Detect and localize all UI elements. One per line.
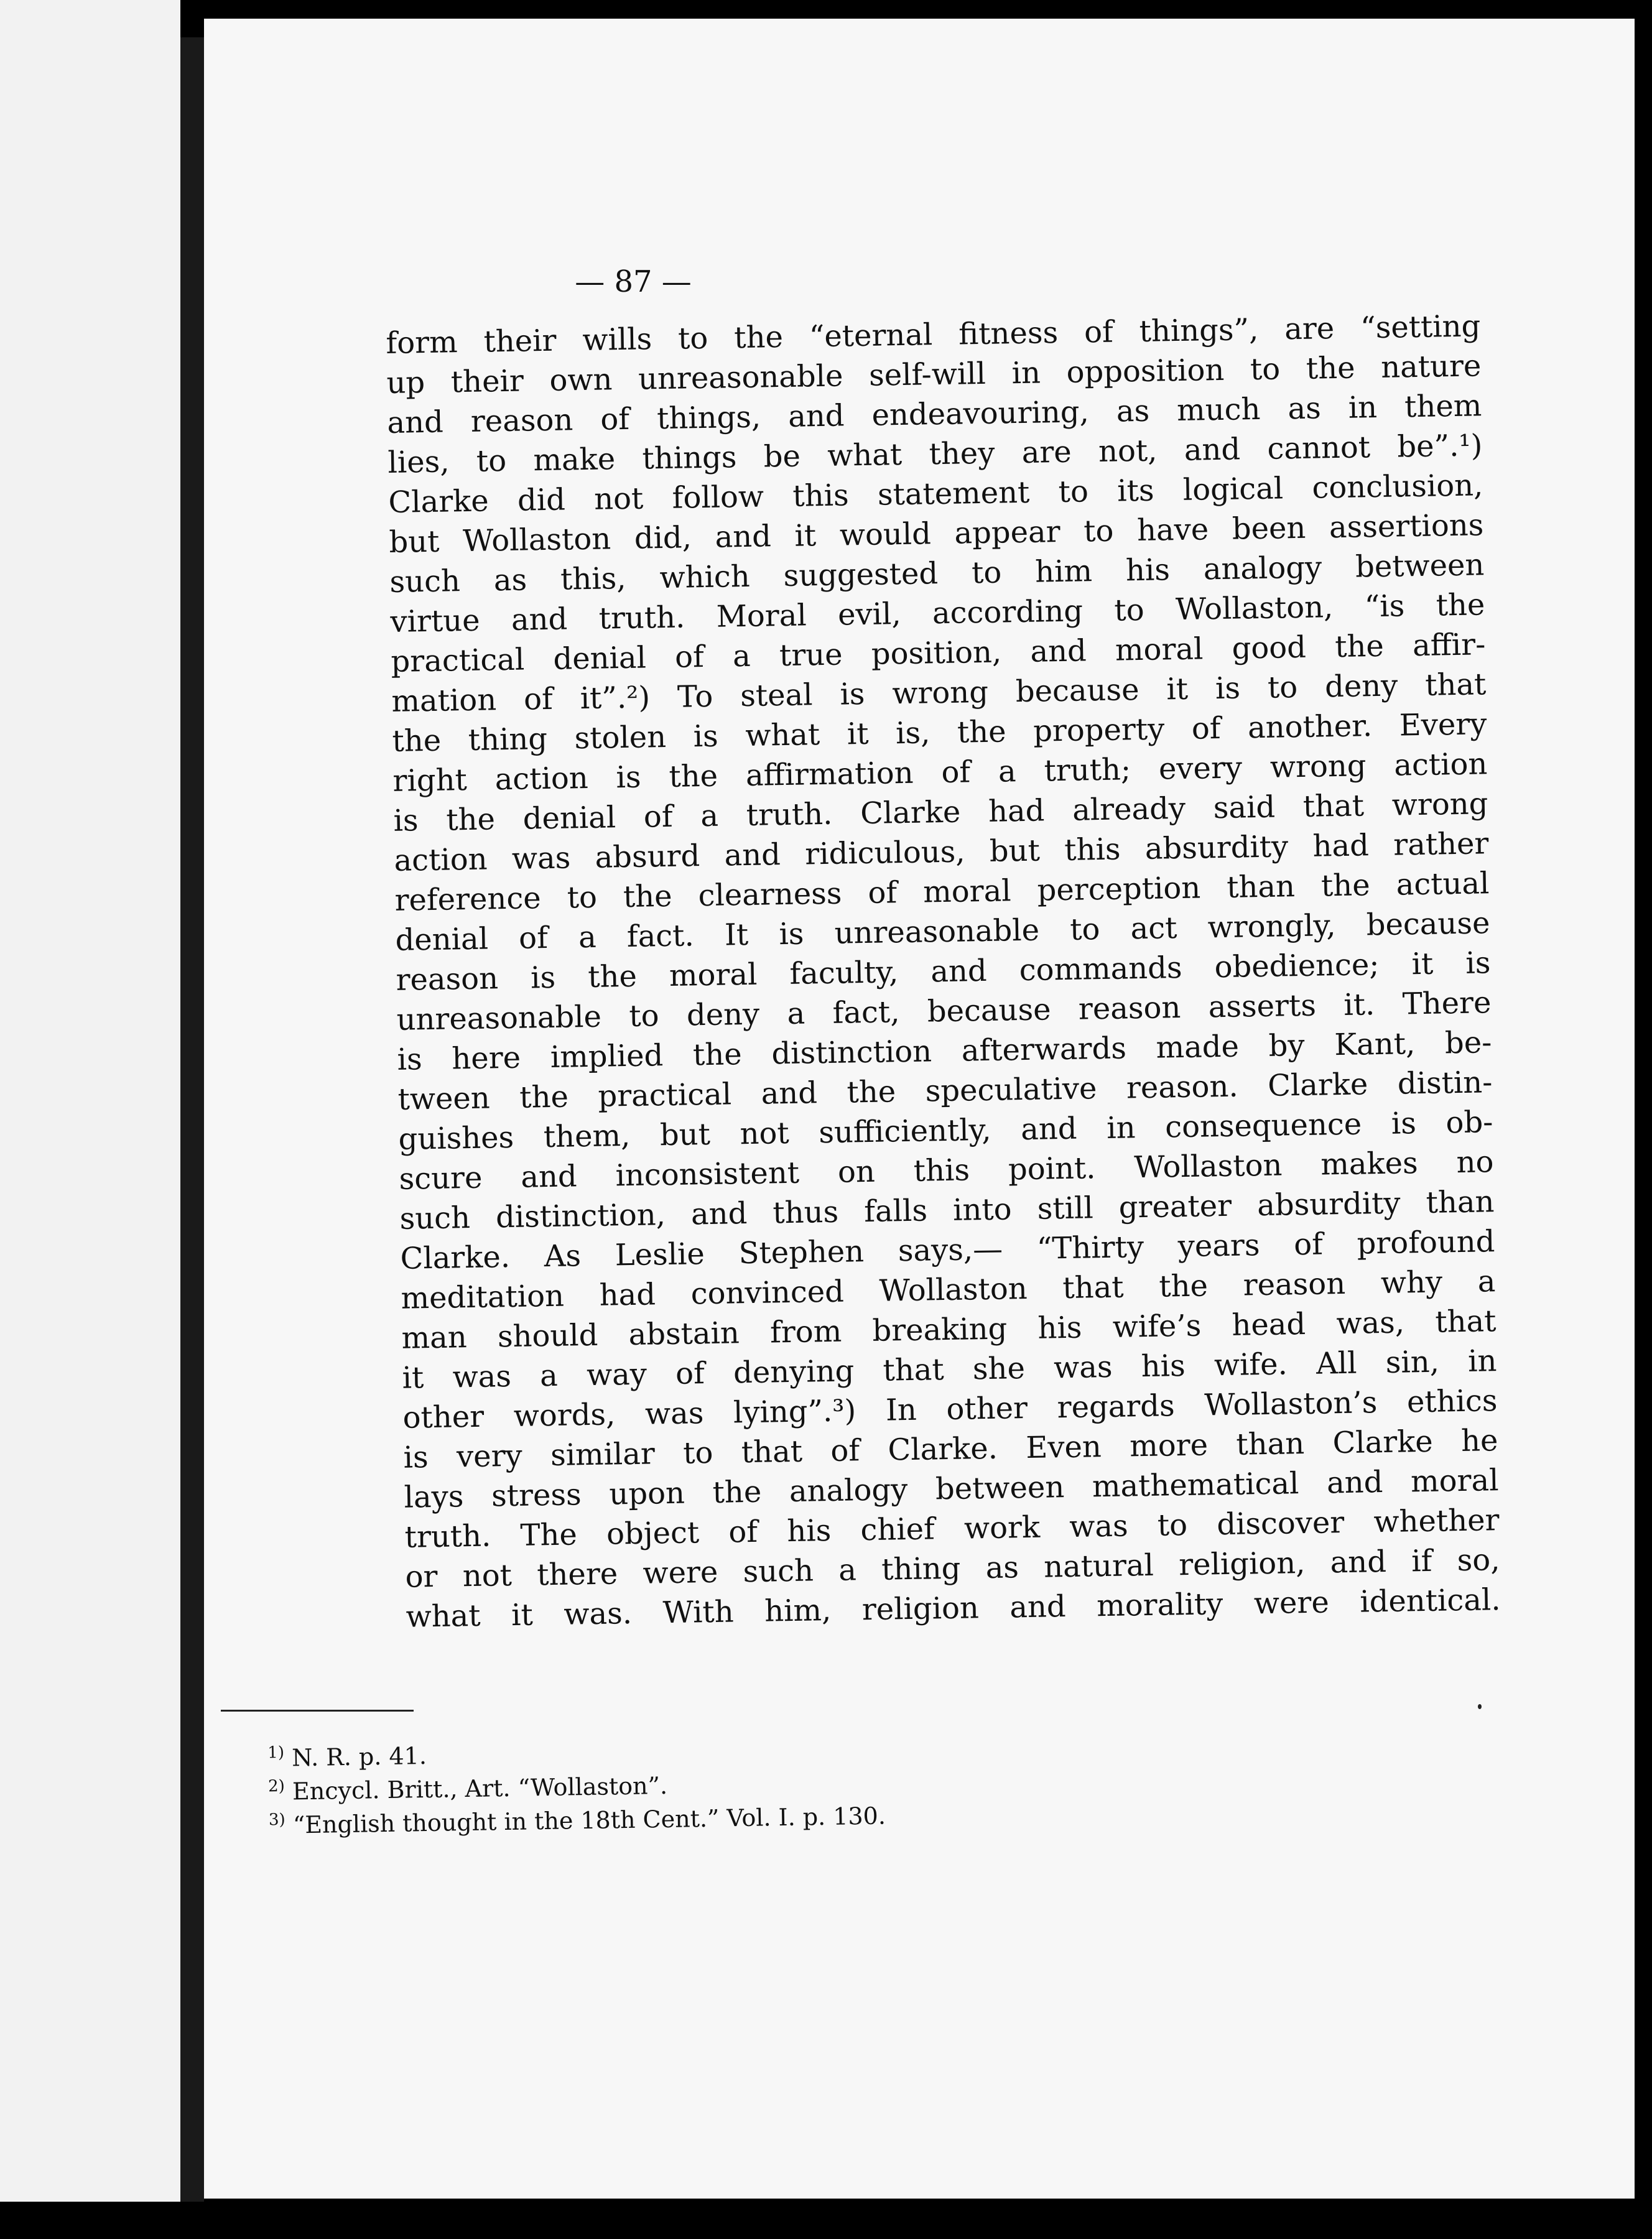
text-line: practical denial of a true position, and moral good the affir- [391,627,1486,679]
text-line: mation of it”.²) To steal is wrong because it is to deny that [391,667,1487,719]
text-line: is very similar to that of Clarke. Even more than Clarke he [403,1423,1498,1475]
text-line: truth. The object of his chief work was to discover whether [404,1503,1500,1555]
page-number: — 87 — [575,264,692,299]
footnote-text: Encycl. Britt., Art. “Wollaston”. [292,1771,668,1806]
footnotes [267,1727,1202,1842]
text-line: guishes them, but not sufficiently, and in consequence is ob- [398,1105,1493,1157]
text-line: it was a way of denying that she was his wife. All sin, in [402,1343,1497,1396]
text-line: man should abstain from breaking his wife’s head was, that [401,1304,1497,1356]
text-line: scure and inconsistent on this point. Wollaston makes no [399,1144,1494,1197]
text-line: reason is the moral faculty, and commands obedience; it is [396,945,1491,998]
text-line: other words, was lying”.³) In other regards Wollaston’s ethics [402,1383,1498,1435]
book-gutter [180,37,204,2202]
text-line: right action is the affirmation of a truth; every wrong action [392,746,1488,799]
text-line: denial of a fact. It is unreasonable to act wrongly, because [395,906,1490,958]
footnote-text: “English thought in the 18th Cent.” Vol. I. p. 130. [292,1802,886,1839]
text-line: is the denial of a truth. Clarke had already said that wrong [393,786,1488,838]
text-line: is here implied the distinction afterwards made by Kant, be- [397,1025,1492,1077]
footnote-mark: 1) [267,1743,285,1763]
text-line: the thing stolen is what it is, the property of another. Every [392,707,1487,759]
text-line: unreasonable to deny a fact, because reason asserts it. There [396,985,1492,1037]
footnote-rule [221,1710,414,1712]
ink-speck [1478,1704,1482,1709]
text-line: such as this, which suggested to him his analogy between [389,547,1485,600]
footnote-text: N. R. p. 41. [291,1741,427,1772]
text-line: but Wollaston did, and it would appear to have been assertions [389,508,1484,560]
text-line: virtue and truth. Moral evil, according to Wollaston, “is the [390,587,1485,639]
text-line: tween the practical and the speculative reason. Clarke distin- [397,1065,1493,1117]
text-line: Clarke. As Leslie Stephen says,— “Thirty years of profound [400,1224,1495,1276]
text-line: lays stress upon the analogy between mathematical and moral [404,1463,1499,1515]
body-text [386,306,1501,1636]
footnote-mark: 3) [268,1810,285,1830]
text-line: action was absurd and ridiculous, but this absurdity had rather [394,826,1489,878]
text-line: what it was. With him, religion and morality were identical. [406,1582,1501,1634]
book-page [204,19,1635,2199]
text-line: reference to the clearness of moral perception than the actual [394,866,1490,918]
text-line: or not there were such a thing as natural religion, and if so, [405,1542,1500,1595]
text-line: and reason of things, and endeavouring, as much as in them [387,388,1482,440]
text-line: such distinction, and thus falls into still greater absurdity than [399,1184,1495,1236]
left-page-margin [0,0,180,2202]
text-line: Clarke did not follow this statement to its logical conclusion, [388,468,1483,520]
text-line: meditation had convinced Wollaston that the reason why a [401,1264,1496,1316]
footnote-mark: 2) [267,1776,285,1796]
text-line: form their wills to the “eternal fitness of things”, are “setting [386,308,1481,361]
text-line: up their own unreasonable self-will in opposition to the nature [386,348,1482,401]
text-line: lies, to make things be what they are not, and cannot be”.¹) [387,428,1483,480]
